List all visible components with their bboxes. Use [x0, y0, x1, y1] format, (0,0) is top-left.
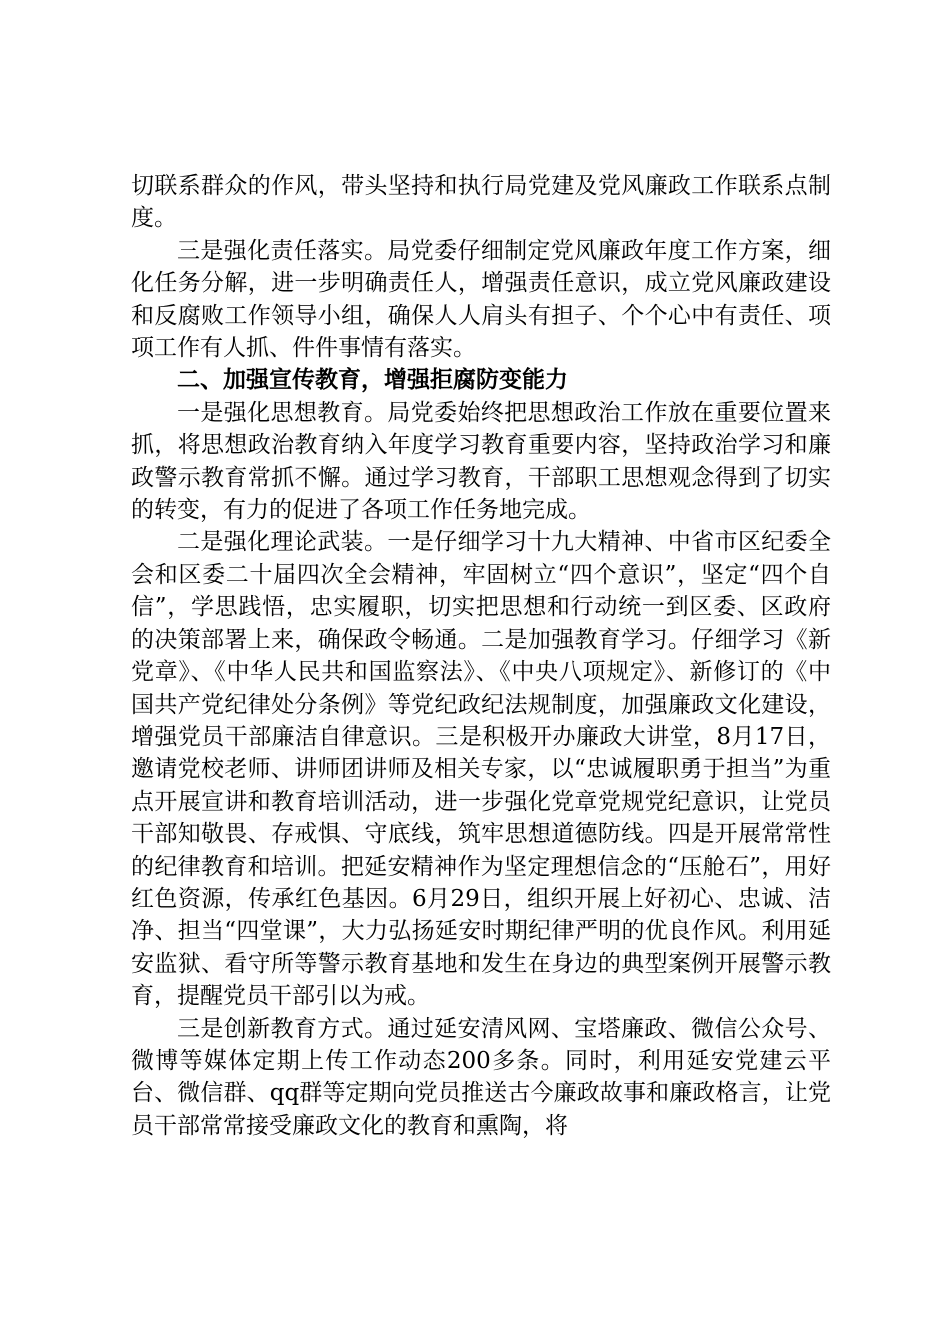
paragraph-education-methods: 三是创新教育方式。通过延安清风网、宝塔廉政、微信公众号、微博等媒体定期上传工作动态200多条。同时，利用延安党建云平台、微信群、qq群等定期向党员推送古今廉政故事和廉政格言，让党员干部常常接受廉政文化的教育和熏陶，将: [131, 1015, 831, 1139]
paragraph-responsibility: 三是强化责任落实。局党委仔细制定党风廉政年度工作方案，细化任务分解，进一步明确责任人，增强责任意识，成立党风廉政建设和反腐败工作领导小组，确保人人肩头有担子、个个心中有责任、项项工作有人抓、件件事情有落实。: [131, 237, 831, 362]
section-heading: 二、加强宣传教育，增强拒腐防变能力: [177, 367, 568, 394]
paragraph-continuation: 切联系群众的作风，带头坚持和执行局党建及党风廉政工作联系点制度。: [131, 173, 831, 232]
document-page: [131, 170, 831, 1142]
paragraph-ideological-education: 一是强化思想教育。局党委始终把思想政治工作放在重要位置来抓，将思想政治教育纳入年度学习教育重要内容，坚持政治学习和廉政警示教育常抓不懈。通过学习教育，干部职工思想观念得到了切实的转变，有力的促进了各项工作任务地完成。: [131, 399, 831, 524]
paragraph-theory-study: 二是强化理论武装。一是仔细学习十九大精神、中省市区纪委全会和区委二十届四次全会精神，牢固树立“四个意识”，坚定“四个自信”，学思践悟，忠实履职，切实把思想和行动统一到区委、区政府的决策部署上来，确保政令畅通。二是加强教育学习。仔细学习《新党章》、《中华人民共和国监察法》、《中央八项规定》、新修订的《中国共产党纪律处分条例》等党纪政纪法规制度，加强廉政文化建设，增强党员干部廉洁自律意识。三是积极开办廉政大讲堂，8月17日，邀请党校老师、讲师团讲师及相关专家，以“忠诚履职勇于担当”为重点开展宣讲和教育培训活动，进一步强化党章党规党纪意识，让党员干部知敬畏、存戒惧、守底线，筑牢思想道德防线。四是开展常常性的纪律教育和培训。把延安精神作为坚定理想信念的“压舱石”，用好红色资源，传承红色基因。6月29日，组织开展上好初心、忠诚、洁净、担当“四堂课”，大力弘扬延安时期纪律严明的优良作风。利用延安监狱、看守所等警示教育基地和发生在身边的典型案例开展警示教育，提醒党员干部引以为戒。: [131, 529, 831, 1010]
